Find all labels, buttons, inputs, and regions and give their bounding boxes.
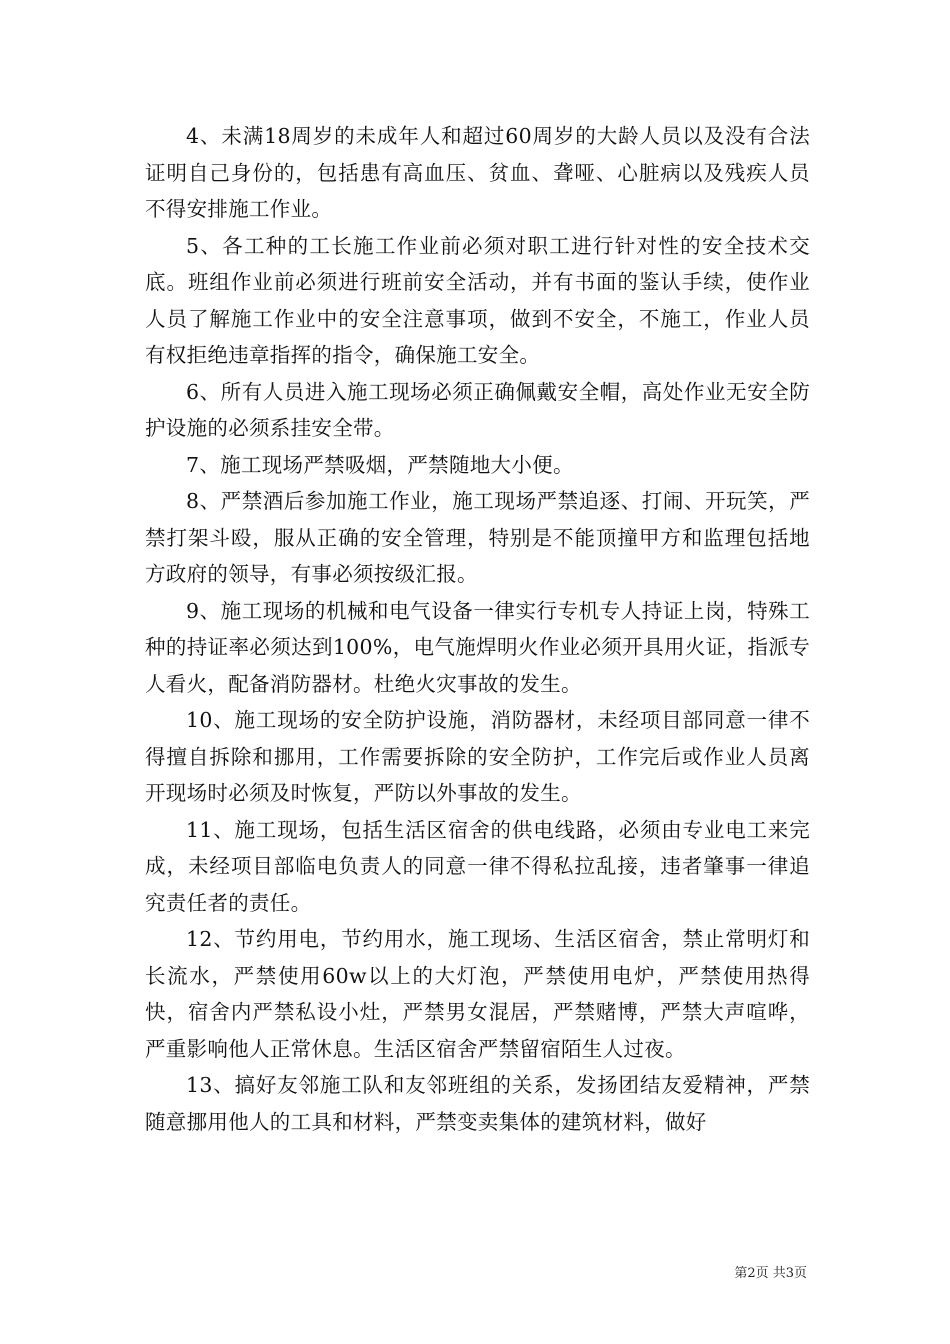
paragraph-item-6: 6、所有人员进入施工现场必须正确佩戴安全帽，高处作业无安全防护设施的必须系挂安全带。 [145,379,810,440]
paragraph-item-5: 5、各工种的工长施工作业前必须对职工进行针对性的安全技术交底。班组作业前必须进行班前安全活动，并有书面的鉴认手续，使作业人员了解施工作业中的安全注意事项，做到不安全，不施工，作业人员有权拒绝违章指挥的指令，确保施工安全。 [145,233,810,367]
paragraph-item-12: 12、节约用电，节约用水，施工现场、生活区宿舍，禁止常明灯和长流水，严禁使用60w以上的大灯泡，严禁使用电炉，严禁使用热得快，宿舍内严禁私设小灶，严禁男女混居，严禁赌博，严禁大声喧哗，严重影响他人正常休息。生活区宿舍严禁留宿陌生人过夜。 [145,927,810,1061]
paragraph-item-11: 11、施工现场，包括生活区宿舍的供电线路，必须由专业电工来完成，未经项目部临电负责人的同意一律不得私拉乱接，违者肇事一律追究责任者的责任。 [145,817,810,915]
paragraph-item-13: 13、搞好友邻施工队和友邻班组的关系，发扬团结友爱精神，严禁随意挪用他人的工具和材料，严禁变卖集体的建筑材料，做好 [145,1073,810,1134]
paragraph-item-9: 9、施工现场的机械和电气设备一律实行专机专人持证上岗，特殊工种的持证率必须达到100%，电气施焊明火作业必须开具用火证，指派专人看火，配备消防器材。杜绝火灾事故的发生。 [145,598,810,696]
paragraph-item-10: 10、施工现场的安全防护设施，消防器材，未经项目部同意一律不得擅自拆除和挪用，工作需要拆除的安全防护，工作完后或作业人员离开现场时必须及时恢复，严防以外事故的发生。 [145,708,810,805]
paragraph-item-7: 7、施工现场严禁吸烟，严禁随地大小便。 [186,452,574,477]
paragraph-item-4: 4、未满18周岁的未成年人和超过60周岁的大龄人员以及没有合法证明自己身份的，包括患有高血压、贫血、聋哑、心脏病以及残疾人员不得安排施工作业。 [145,124,810,221]
paragraph-item-8: 8、严禁酒后参加施工作业，施工现场严禁追逐、打闹、开玩笑，严禁打架斗殴，服从正确的安全管理，特别是不能顶撞甲方和监理包括地方政府的领导，有事必须按级汇报。 [145,489,810,586]
document-body [145,118,810,1140]
page-number-footer: 第2页 共3页 [734,1266,807,1281]
